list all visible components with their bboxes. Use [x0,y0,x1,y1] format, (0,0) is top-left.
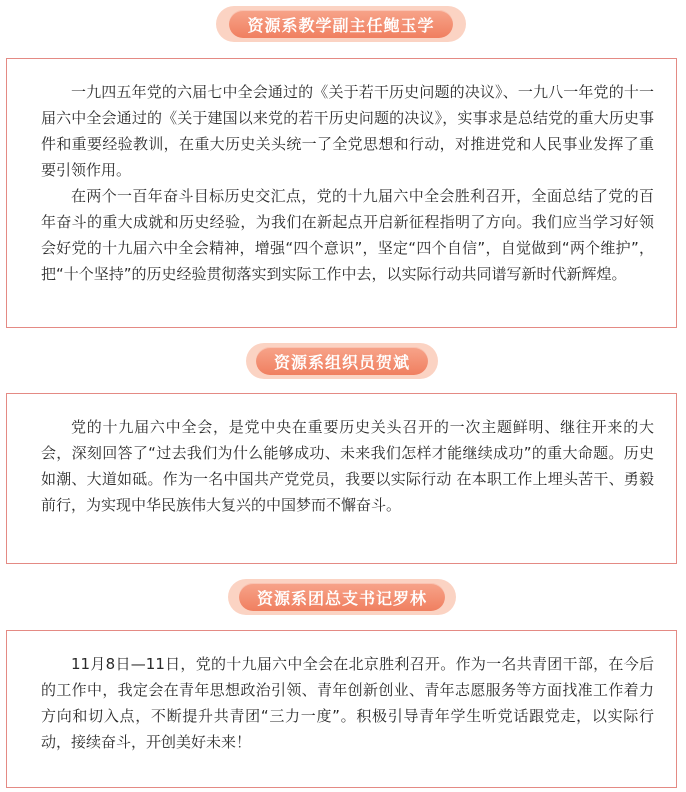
section-3-title-pill [228,579,456,615]
section-1-title: 资源系教学副主任鲍玉学 [229,10,452,38]
section-2-title-pill [246,343,438,379]
section-2-paragraph-1: 党的十九届六中全会，是党中央在重要历史关头召开的一次主题鲜明、继往开来的大会，深刻回答了“过去我们为什么能够成功、未来我们怎样才能继续成功”的重大命题。历史如潮、大道如砥。作为一名中国共产党党员，我要以实际行动 在本职工作上埋头苦干、勇毅前行，为实现中华民族伟大复兴的中国梦而不懈奋斗。 [41,418,654,514]
section-1-paragraph-1: 一九四五年党的六届七中全会通过的《关于若干历史问题的决议》、一九八一年党的十一届六中全会通过的《关于建国以来党的若干历史问题的决议》，实事求是总结党的重大历史事件和重要经验教训，在重大历史关头统一了全党思想和行动，对推进党和人民事业发挥了重要引领作用。 [41,83,654,179]
section-1-content-box [6,58,677,328]
section-3-title: 资源系团总支书记罗林 [239,583,445,611]
section-2-content-box [6,393,677,564]
section-2-title: 资源系组织员贺斌 [256,347,428,375]
section-1-paragraph-2: 在两个一百年奋斗目标历史交汇点，党的十九届六中全会胜利召开，全面总结了党的百年奋斗的重大成就和历史经验，为我们在新起点开启新征程指明了方向。我们应当学习好领会好党的十九届六中全会精神，增强“四个意识”，坚定“四个自信”，自觉做到“两个维护”，把“十个坚持”的历史经验贯彻落实到实际工作中去，以实际行动共同谱写新时代新辉煌。 [41,187,654,283]
section-1-title-pill [216,6,466,42]
section-3-content-box [6,630,677,788]
section-3-paragraph-1: 11月8日—11日，党的十九届六中全会在北京胜利召开。作为一名共青团干部，在今后的工作中，我定会在青年思想政治引领、青年创新创业、青年志愿服务等方面找准工作着力方向和切入点，不断提升共青团“三力一度”。积极引导青年学生听党话跟党走，以实际行动，接续奋斗，开创美好未来！ [41,655,654,751]
